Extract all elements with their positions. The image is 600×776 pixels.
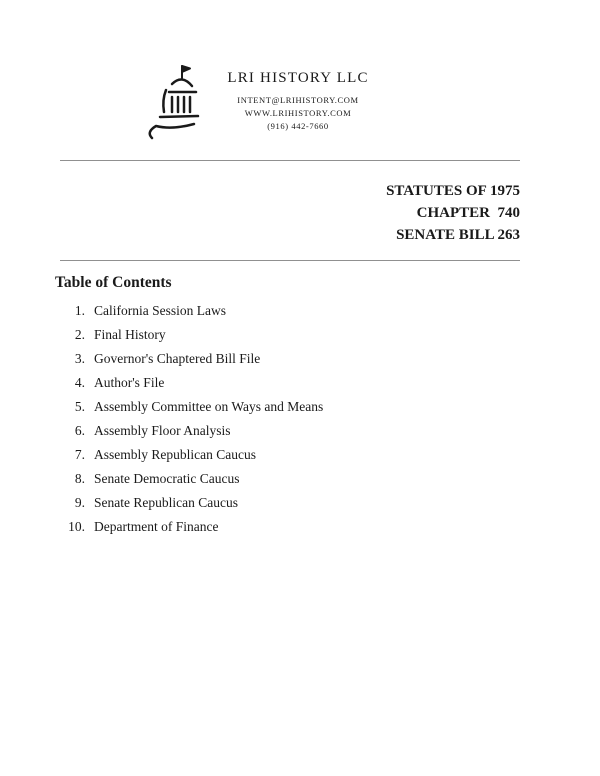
letterhead (0, 60, 600, 155)
company-phone: (916) 442-7660 (267, 121, 329, 131)
toc-item-number: 10. (68, 519, 85, 534)
senate-bill-line: SENATE BILL 263 (396, 227, 520, 243)
toc-item-label: Final History (94, 327, 166, 342)
toc-item-number: 6. (74, 423, 85, 438)
toc-item-label: Senate Republican Caucus (94, 495, 238, 510)
company-name: LRI HISTORY LLC (227, 70, 369, 86)
toc-item-label: Assembly Committee on Ways and Means (94, 399, 324, 414)
toc-item (55, 519, 535, 543)
toc-item-number: 2. (74, 327, 85, 342)
toc-item-number: 5. (74, 399, 85, 414)
toc-item-number: 3. (74, 351, 85, 366)
company-block (218, 70, 378, 133)
toc-item (55, 303, 535, 327)
case-header (386, 180, 520, 246)
toc-item (55, 447, 535, 471)
toc-item (55, 327, 535, 351)
company-website: WWW.LRIHISTORY.COM (244, 108, 352, 118)
toc-item-label: Senate Democratic Caucus (94, 471, 240, 486)
toc-title: Table of Contents (55, 274, 172, 291)
toc-item (55, 399, 535, 423)
divider-top (60, 160, 520, 161)
toc-item (55, 351, 535, 375)
toc-item-number: 9. (74, 495, 85, 510)
company-email: INTENT@LRIHISTORY.COM (237, 95, 359, 105)
toc-item-number: 8. (74, 471, 85, 486)
toc-item-number: 7. (74, 447, 85, 462)
toc-item (55, 423, 535, 447)
toc-item-label: Assembly Floor Analysis (94, 423, 231, 438)
toc-list (55, 303, 535, 543)
toc-item-label: Department of Finance (94, 519, 219, 534)
toc-item (55, 471, 535, 495)
toc-item-label: Author's File (94, 375, 165, 390)
toc-item (55, 495, 535, 519)
statutes-line: STATUTES OF 1975 (386, 183, 520, 199)
toc-item-number: 1. (74, 303, 85, 318)
toc-item-label: California Session Laws (94, 303, 226, 318)
toc-item-label: Governor's Chaptered Bill File (94, 351, 261, 366)
toc-item-label: Assembly Republican Caucus (94, 447, 256, 462)
chapter-line: CHAPTER 740 (416, 205, 520, 221)
capitol-dome-logo-icon (142, 62, 208, 146)
toc-item (55, 375, 535, 399)
toc-item-number: 4. (74, 375, 85, 390)
divider-bottom (60, 260, 520, 261)
